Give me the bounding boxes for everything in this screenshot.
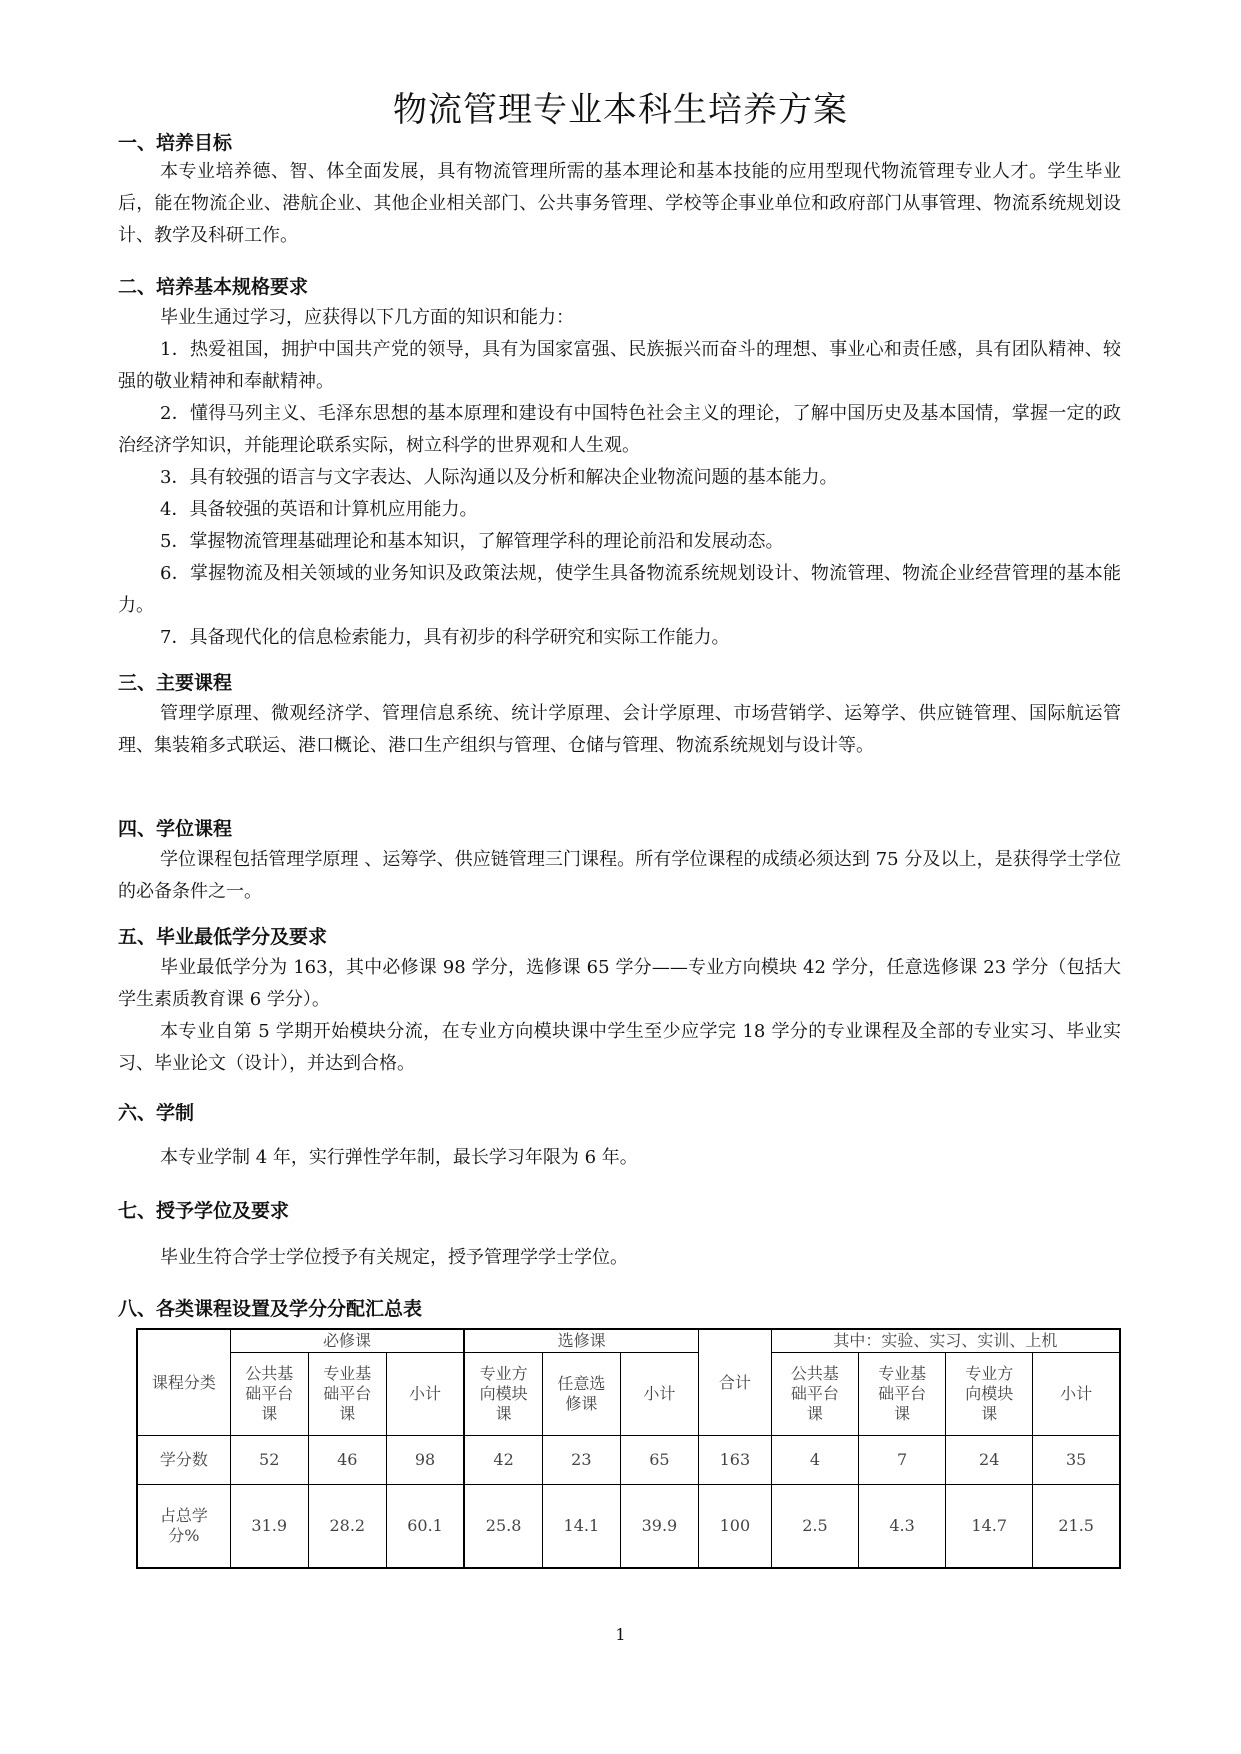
col-header-req-major: 专业基础平台课	[308, 1353, 386, 1436]
table-cell: 28.2	[308, 1485, 386, 1569]
section-7-paragraph: 毕业生符合学士学位授予有关规定，授予管理学学士学位。	[160, 1247, 628, 1268]
requirement-item-1: 1．热爱祖国，拥护中国共产党的领导，具有为国家富强、民族振兴而奋斗的理想、事业心和责任感，具有团队精神、较强的敬业精神和奉献精神。	[118, 339, 1121, 392]
requirement-item-3: 3．具有较强的语言与文字表达、人际沟通以及分析和解决企业物流问题的基本能力。	[160, 467, 838, 488]
table-cell: 100	[698, 1485, 771, 1569]
table-row	[137, 1485, 1120, 1569]
col-header-pr-module: 专业方向模块课	[946, 1353, 1033, 1436]
section-5-paragraph-1: 毕业最低学分为 163，其中必修课 98 学分，选修课 65 学分——专业方向模块 42 学分，任意选修课 23 学分（包括大学生素质教育课 6 学分）。	[118, 957, 1121, 1010]
table-cell: 2.5	[771, 1485, 858, 1569]
row-label: 占总学分%	[137, 1485, 230, 1569]
document-title: 物流管理专业本科生培养方案	[393, 90, 848, 130]
row-header-cell: 课程分类	[137, 1329, 230, 1436]
col-header-el-module: 专业方向模块课	[464, 1353, 542, 1436]
col-header-req-public: 公共基础平台课	[230, 1353, 308, 1436]
section-4-paragraph: 学位课程包括管理学原理 、运筹学、供应链管理三门课程。所有学位课程的成绩必须达到 75 分及以上，是获得学士学位的必备条件之一。	[118, 849, 1121, 902]
col-header-el-subtotal: 小计	[620, 1353, 698, 1436]
page-number: 1	[615, 1625, 626, 1644]
table-cell: 4.3	[859, 1485, 946, 1569]
requirement-item-5: 5．掌握物流管理基础理论和基本知识，了解管理学科的理论前沿和发展动态。	[160, 531, 784, 552]
table-cell: 7	[859, 1436, 946, 1485]
section-heading-4: 四、学位课程	[118, 818, 233, 840]
section-heading-3: 三、主要课程	[118, 672, 233, 694]
requirement-item-2: 2．懂得马列主义、毛泽东思想的基本原理和建设有中国特色社会主义的理论，了解中国历史及基本国情，掌握一定的政治经济学知识，并能理论联系实际，树立科学的世界观和人生观。	[118, 403, 1121, 456]
section-5-paragraph-2: 本专业自第 5 学期开始模块分流，在专业方向模块课中学生至少应学完 18 学分的专业课程及全部的专业实习、毕业实习、毕业论文（设计），并达到合格。	[118, 1021, 1121, 1074]
requirement-item-4: 4．具备较强的英语和计算机应用能力。	[160, 499, 478, 520]
section-3-paragraph: 管理学原理、微观经济学、管理信息系统、统计学原理、会计学原理、市场营销学、运筹学、供应链管理、国际航运管理、集装箱多式联运、港口概论、港口生产组织与管理、仓储与管理、物流系统规划与设计等。	[118, 703, 1121, 756]
table-cell: 4	[771, 1436, 858, 1485]
table-cell: 21.5	[1033, 1485, 1120, 1569]
section-heading-1: 一、培养目标	[118, 132, 233, 154]
group-header-total: 合计	[698, 1329, 771, 1436]
table-cell: 24	[946, 1436, 1033, 1485]
credit-distribution-table	[136, 1328, 1121, 1569]
table-header-row-2	[137, 1353, 1120, 1436]
table-row	[137, 1436, 1120, 1485]
group-header-elective: 选修课	[464, 1329, 698, 1353]
col-header-pr-major: 专业基础平台课	[859, 1353, 946, 1436]
section-6-paragraph: 本专业学制 4 年，实行弹性学年制，最长学习年限为 6 年。	[160, 1147, 638, 1168]
section-heading-6: 六、学制	[118, 1102, 195, 1124]
table-cell: 31.9	[230, 1485, 308, 1569]
group-header-practical: 其中：实验、实习、实训、上机	[771, 1329, 1120, 1353]
table-cell: 39.9	[620, 1485, 698, 1569]
col-header-pr-subtotal: 小计	[1033, 1353, 1120, 1436]
section-heading-2: 二、培养基本规格要求	[118, 276, 309, 298]
table-cell: 14.1	[542, 1485, 620, 1569]
col-header-req-subtotal: 小计	[386, 1353, 464, 1436]
table-cell: 65	[620, 1436, 698, 1485]
table-cell: 35	[1033, 1436, 1120, 1485]
table-cell: 14.7	[946, 1485, 1033, 1569]
section-heading-7: 七、授予学位及要求	[118, 1200, 290, 1222]
col-header-el-free: 任意选修课	[542, 1353, 620, 1436]
section-2-intro: 毕业生通过学习，应获得以下几方面的知识和能力：	[160, 307, 574, 328]
table-cell: 98	[386, 1436, 464, 1485]
table-cell: 23	[542, 1436, 620, 1485]
group-header-required: 必修课	[230, 1329, 464, 1353]
table-cell: 60.1	[386, 1485, 464, 1569]
col-header-pr-public: 公共基础平台课	[771, 1353, 858, 1436]
table-cell: 25.8	[464, 1485, 542, 1569]
requirement-item-6: 6．掌握物流及相关领域的业务知识及政策法规，使学生具备物流系统规划设计、物流管理、物流企业经营管理的基本能力。	[118, 563, 1121, 616]
section-1-paragraph: 本专业培养德、智、体全面发展，具有物流管理所需的基本理论和基本技能的应用型现代物流管理专业人才。学生毕业后，能在物流企业、港航企业、其他企业相关部门、公共事务管理、学校等企事业单位和政府部门从事管理、物流系统规划设计、教学及科研工作。	[118, 161, 1121, 246]
table-cell: 52	[230, 1436, 308, 1485]
section-heading-8: 八、各类课程设置及学分分配汇总表	[118, 1298, 423, 1320]
row-label: 学分数	[137, 1436, 230, 1485]
requirement-item-7: 7．具备现代化的信息检索能力，具有初步的科学研究和实际工作能力。	[160, 627, 730, 648]
table-cell: 163	[698, 1436, 771, 1485]
table-cell: 42	[464, 1436, 542, 1485]
table-cell: 46	[308, 1436, 386, 1485]
section-heading-5: 五、毕业最低学分及要求	[118, 926, 328, 948]
table-header-row-1	[137, 1329, 1120, 1353]
